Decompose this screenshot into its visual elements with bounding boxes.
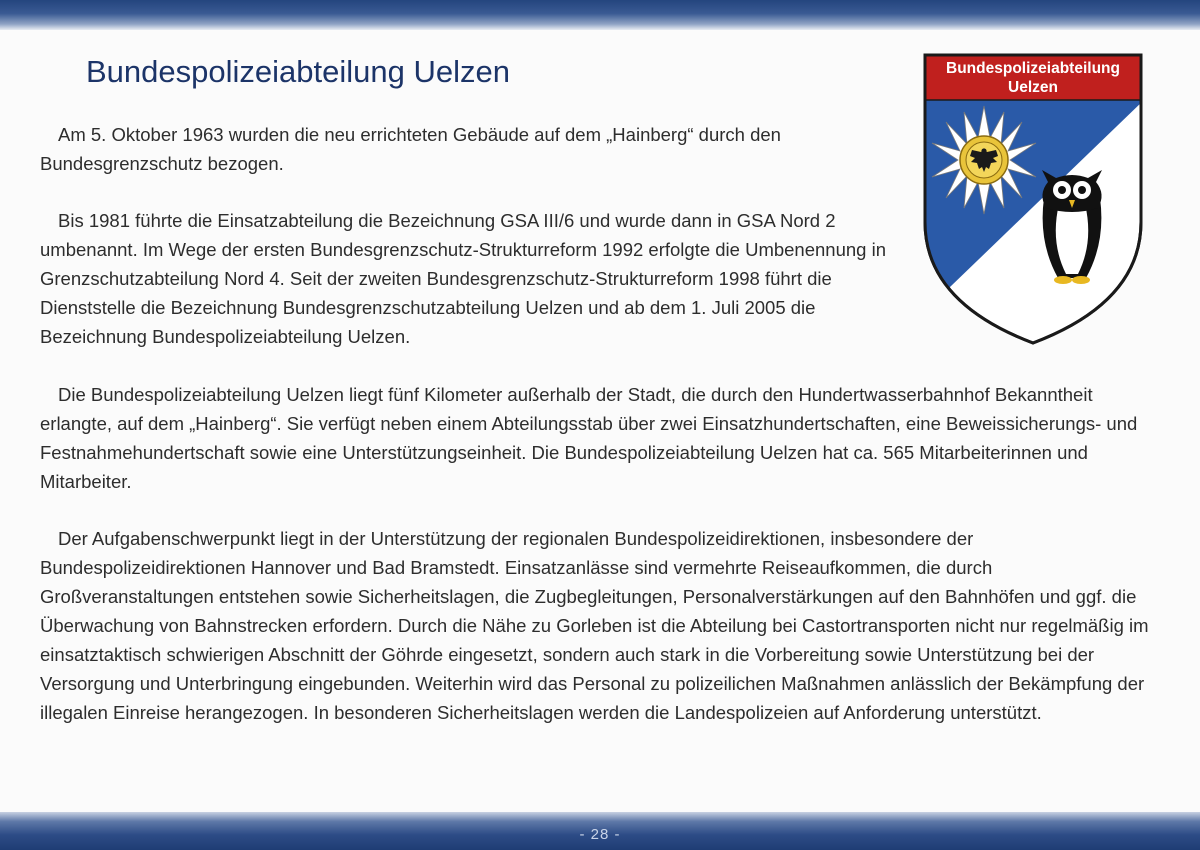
paragraph-4 — [40, 524, 1165, 727]
paragraph-3-text: Die Bundespolizeiabteilung Uelzen liegt fünf Kilometer außerhalb der Stadt, die durch den Hundertwasserbahnhof Bekanntheit erlangte, auf dem „Hainberg“. Sie verfügt neben einem Abteilungsstab über zwei Einsatzhundertschaften, eine Beweissicherungs- und Festnahmehundertschaft sowie eine Unterstützungseinheit. Die Bundespolizeiabteilung Uelzen hat ca. 565 Mitarbeiterinnen und Mitarbeiter. — [40, 384, 1138, 492]
crest-banner-line2: Uelzen — [1008, 79, 1058, 96]
crest-graphic — [922, 52, 1144, 346]
paragraph-2-text: Bis 1981 führte die Einsatzabteilung die Bezeichnung GSA III/6 und wurde dann in GSA Nord 2 umbenannt. Im Wege der ersten Bundesgrenzschutz-Strukturreform 1992 erfolgte die Umbenennung in Grenzschutzabteilung Nord 4. Seit der zweiten Bundesgrenzschutz-Strukturreform 1998 führt die Dienststelle die Bezeichnung Bundesgrenzschutzabteilung Uelzen und ab dem 1. Juli 2005 die Bezeichnung Bundespolizeiabteilung Uelzen. — [40, 210, 886, 347]
page-number: - 28 - — [579, 826, 621, 843]
crest-banner-line1: Bundespolizeiabteilung — [946, 60, 1120, 77]
paragraph-1-text: Am 5. Oktober 1963 wurden die neu errichteten Gebäude auf dem „Hainberg“ durch den Bundesgrenzschutz bezogen. — [40, 124, 781, 174]
paragraph-4-text: Der Aufgabenschwerpunkt liegt in der Unterstützung der regionalen Bundespolizeidirektionen, insbesondere der Bundespolizeidirektionen Hannover und Bad Bramstedt. Einsatzanlässe sind vermehrte Reiseaufkommen, die durch Großveranstaltungen entstehen sowie Sicherheitslagen, die Zugbegleitungen, Personalverstärkungen auf den Bahnhöfen und ggf. die Überwachung von Bahnstrecken erfordern. Durch die Nähe zu Gorleben ist die Abteilung bei Castortransporten nicht nur regelmäßig im einsatztaktisch schwierigen Abschnitt der Göhrde eingesetzt, sondern auch stark in die Vorbereitung sowie Unterstützung bei der Versorgung und Unterbringung eingebunden. Weiterhin wird das Personal zu polizeilichen Maßnahmen anlässlich der Bekämpfung der illegalen Einreise herangezogen. In besonderen Sicherheitslagen werden die Landespolizeien auf Anforderung unterstützt. — [40, 528, 1149, 723]
paragraph-1 — [40, 120, 900, 178]
top-decorative-band — [0, 0, 1200, 30]
paragraph-3 — [40, 380, 1160, 496]
paragraph-2 — [40, 206, 900, 351]
page-title: Bundespolizeiabteilung Uelzen — [86, 54, 510, 89]
unit-crest — [922, 52, 1144, 346]
